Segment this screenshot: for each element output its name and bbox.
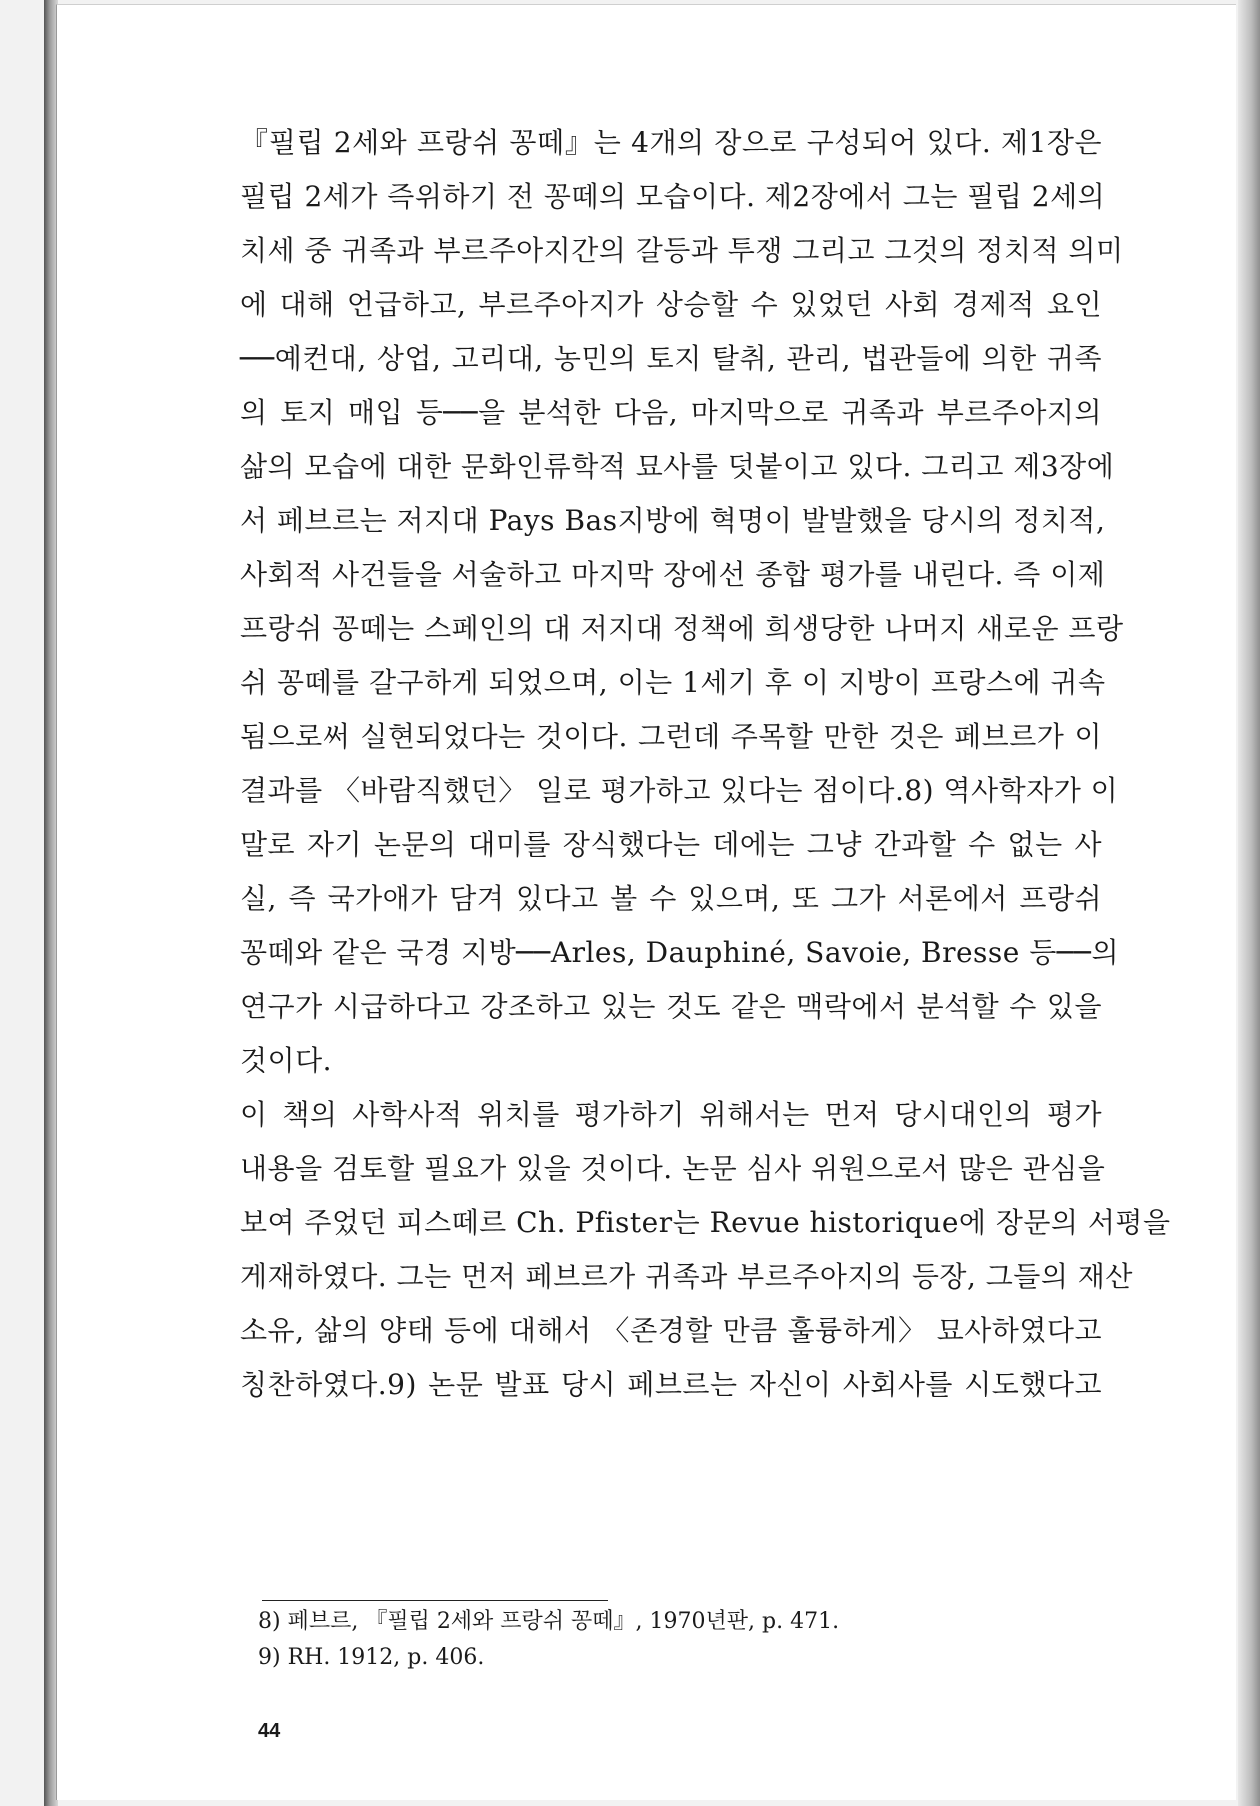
page-edge-shadow [1238,0,1260,1806]
text-line: 삶의 모습에 대한 문화인류학적 묘사를 덧붙이고 있다. 그리고 제3장에 [240,450,1115,483]
text-line: 게재하였다. 그는 먼저 페브르가 귀족과 부르주아지의 등장, 그들의 재산 [240,1260,1133,1293]
text-line: 말로 자기 논문의 대미를 장식했다는 데에는 그냥 간과할 수 없는 사 [240,828,1102,861]
text-line: 실, 즉 국가애가 담겨 있다고 볼 수 있으며, 또 그가 서론에서 프랑쉬 [240,882,1102,915]
footnote-9: 9) RH. 1912, p. 406. [258,1645,485,1670]
text-line: 꽁떼와 같은 국경 지방──Arles, Dauphiné, Savoie, Bresse 등──의 [240,936,1120,969]
text-line: 것이다. [240,1044,333,1077]
text-line: ──예컨대, 상업, 고리대, 농민의 토지 탈취, 관리, 법관들에 의한 귀족 [240,342,1102,375]
text-line: 사회적 사건들을 서술하고 마지막 장에선 종합 평가를 내린다. 즉 이제 [240,558,1106,591]
footnotes [258,1604,1098,1676]
footnote-divider [262,1600,608,1601]
text-line: 칭찬하였다.9) 논문 발표 당시 페브르는 자신이 사회사를 시도했다고 [240,1368,1102,1401]
text-line: 보여 주었던 피스떼르 Ch. Pfister는 Revue historique에 장문의 서평을 [240,1206,1171,1239]
text-line: 됨으로써 실현되었다는 것이다. 그런데 주목할 만한 것은 페브르가 이 [240,720,1102,753]
body-text [240,116,1171,1412]
text-line: 필립 2세가 즉위하기 전 꽁떼의 모습이다. 제2장에서 그는 필립 2세의 [240,180,1106,213]
text-line: 치세 중 귀족과 부르주아지간의 갈등과 투쟁 그리고 그것의 정치적 의미 [240,234,1124,267]
text-line: 의 토지 매입 등──을 분석한 다음, 마지막으로 귀족과 부르주아지의 [240,396,1102,429]
text-line: 내용을 검토할 필요가 있을 것이다. 논문 심사 위원으로서 많은 관심을 [240,1152,1106,1185]
footnote-8: 8) 페브르, 『필립 2세와 프랑쉬 꽁떼』, 1970년판, p. 471. [258,1609,840,1634]
text-line: 에 대해 언급하고, 부르주아지가 상승할 수 있었던 사회 경제적 요인 [240,288,1102,321]
text-line: 서 페브르는 저지대 Pays Bas지방에 혁명이 발발했을 당시의 정치적, [240,504,1106,537]
page-number: 44 [258,1720,281,1742]
text-line: 소유, 삶의 양태 등에 대해서 〈존경할 만큼 훌륭하게〉 묘사하였다고 [240,1314,1102,1347]
text-line: 『필립 2세와 프랑쉬 꽁떼』는 4개의 장으로 구성되어 있다. 제1장은 [240,126,1102,159]
text-line: 결과를 〈바람직했던〉 일로 평가하고 있다는 점이다.8) 역사학자가 이 [240,774,1119,807]
text-line: 연구가 시급하다고 강조하고 있는 것도 같은 맥락에서 분석할 수 있을 [240,990,1102,1023]
text-line: 이 책의 사학사적 위치를 평가하기 위해서는 먼저 당시대인의 평가 [240,1098,1102,1131]
text-line: 프랑쉬 꽁떼는 스페인의 대 저지대 정책에 희생당한 나머지 새로운 프랑 [240,612,1124,645]
text-line: 쉬 꽁떼를 갈구하게 되었으며, 이는 1세기 후 이 지방이 프랑스에 귀속 [240,666,1106,699]
